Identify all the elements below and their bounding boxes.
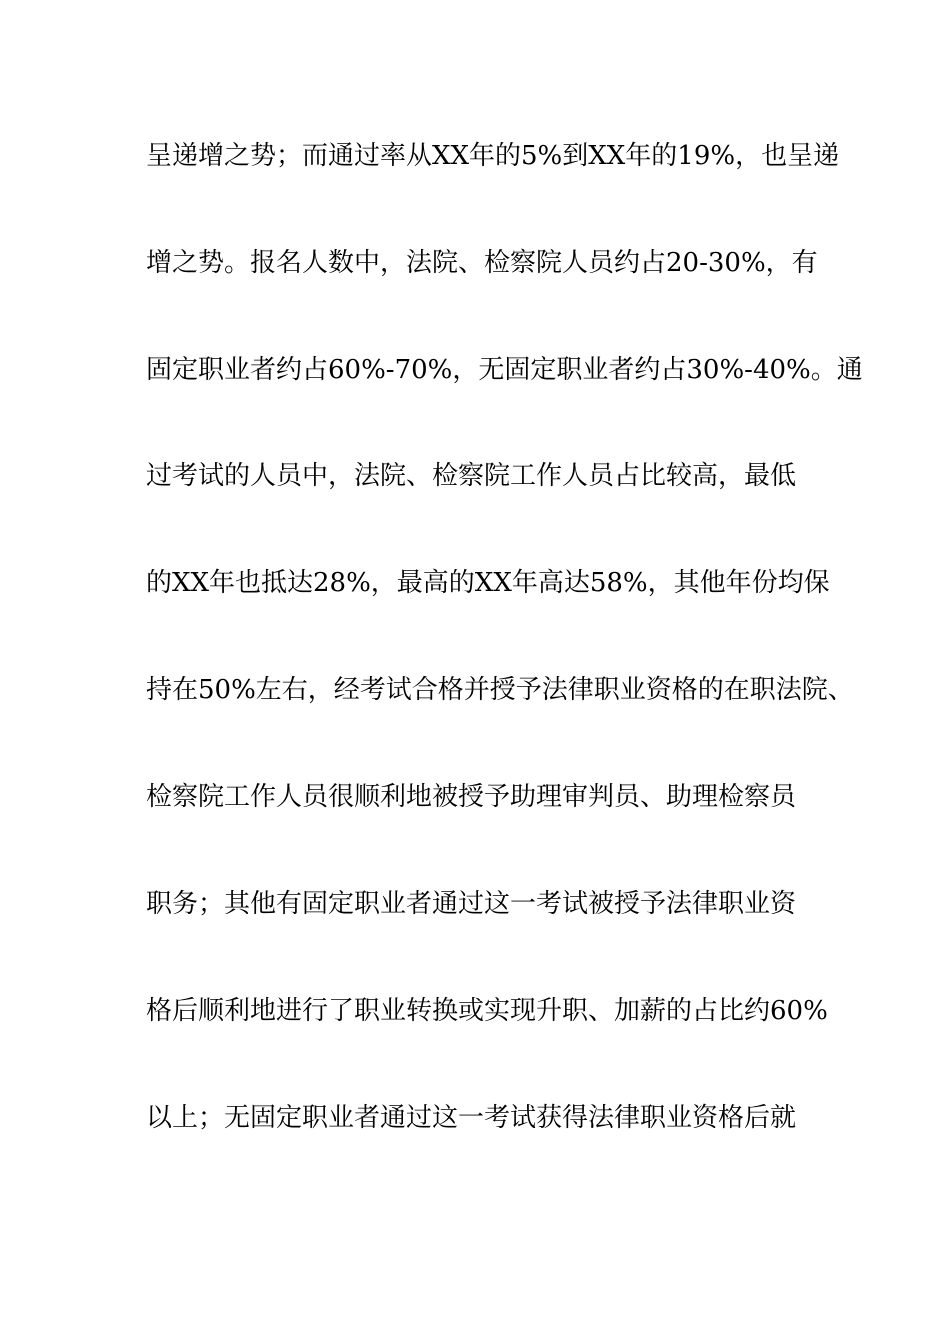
paragraph-line: 的XX年也抵达28%，最高的XX年高达58%，其他年份均保 — [146, 568, 830, 598]
paragraph-line: 呈递增之势；而通过率从XX年的5%到XX年的19%，也呈递 — [146, 141, 840, 171]
paragraph-line: 增之势。报名人数中，法院、检察院人员约占20-30%，有 — [146, 248, 818, 278]
paragraph-line: 职务；其他有固定职业者通过这一考试被授予法律职业资 — [146, 889, 797, 919]
paragraph-line: 固定职业者约占60%-70%，无固定职业者约占30%-40%。通 — [146, 355, 863, 385]
paragraph-line: 过考试的人员中，法院、检察院工作人员占比较高，最低 — [146, 461, 797, 491]
paragraph-line: 检察院工作人员很顺利地被授予助理审判员、助理检察员 — [146, 782, 797, 812]
paragraph-line: 格后顺利地进行了职业转换或实现升职、加薪的占比约60% — [146, 996, 828, 1026]
paragraph-line: 持在50%左右，经考试合格并授予法律职业资格的在职法院、 — [146, 675, 854, 705]
paragraph-line: 以上；无固定职业者通过这一考试获得法律职业资格后就 — [146, 1103, 797, 1133]
